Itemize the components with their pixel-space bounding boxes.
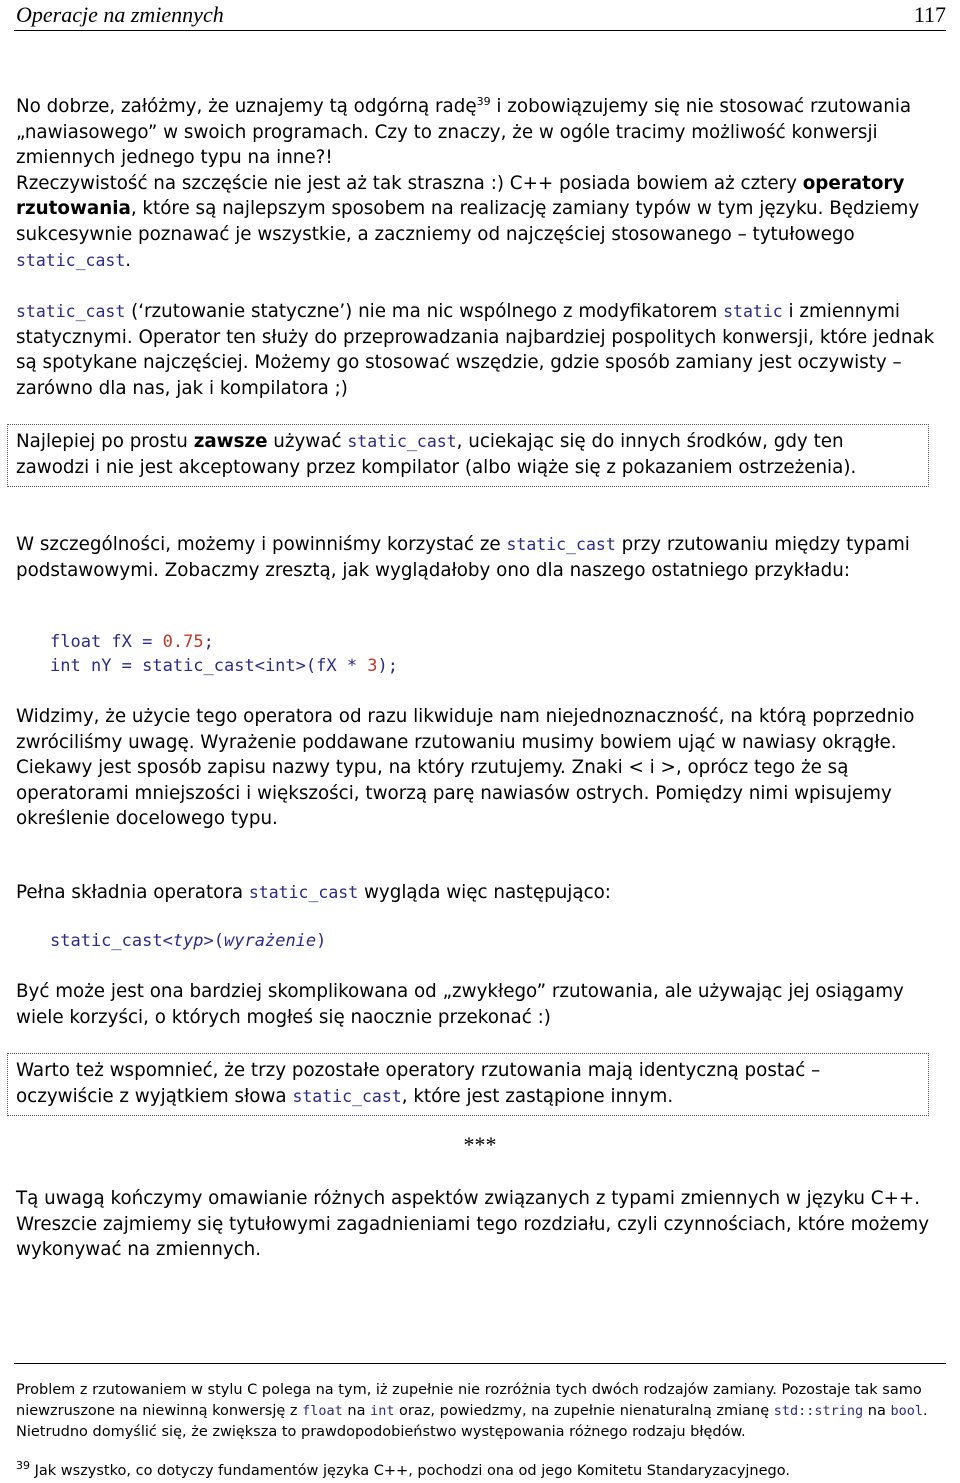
inline-code: static_cast <box>506 535 616 554</box>
footnote-39 <box>16 1461 936 1482</box>
text: Problem z rzutowaniem w stylu C polega na tym, iż zupełnie nie rozróżnia tych dwóch rodzajów zamiany. Pozostaje tak samo niewzruszone na niewinną konwersję z <box>16 1382 922 1419</box>
text: i <box>643 757 661 779</box>
paragraph-intro <box>16 94 936 273</box>
inline-code: std::string <box>773 1403 864 1419</box>
code-line: int nY = static_cast<int>(fX * 3); <box>50 656 399 676</box>
syntax-code: static_cast<typ>(wyrażenie) <box>50 931 327 951</box>
paragraph-basic-types <box>16 532 936 583</box>
footnote-number: 39 <box>16 1459 30 1473</box>
paragraph-explanation <box>16 704 936 832</box>
text: W szczególności, możemy i powinniśmy korzystać ze <box>16 534 507 555</box>
footnote-divider <box>14 1363 946 1364</box>
text: Widzimy, że użycie tego operatora od razu likwiduje nam niejednoznaczność, na którą poprzednio zwróciliśmy uwagę. Wyrażenie poddawane rzutowaniu musimy bowiem ująć w nawiasy okrągłe. <box>16 706 915 753</box>
inline-code: static_cast <box>248 883 359 902</box>
inline-code: static <box>723 302 783 321</box>
inline-code: static_cast <box>347 432 457 451</box>
text: i zmiennymi statycznymi. Operator ten służy do przeprowadzania najbardziej pospolitych konwersji, które jednak są spotykane najczęściej. Możemy go stosować wszędzie, gdzie sposób zamiany jest oczywisty – zarówno dla nas, jak i kompilatora ;) <box>16 301 935 399</box>
inline-code: int <box>370 1403 395 1419</box>
text: Być może jest ona bardziej skomplikowana od „zwykłego” rzutowania, ale używając jej osiągamy wiele korzyści, o których mogłeś się naocznie przekonać :) <box>16 981 904 1028</box>
inline-code: static_cast <box>16 302 126 321</box>
bold-term: zawsze <box>193 431 268 452</box>
text: < <box>628 757 644 779</box>
bold-term: operatory rzutowania <box>16 172 905 220</box>
tip-box <box>7 424 929 487</box>
paragraph-syntax <box>16 880 936 906</box>
text: przy rzutowaniu między typami podstawowymi. Zobaczmy zresztą, jak wyglądałoby ono dla naszego ostatniego przykładu: <box>16 534 910 581</box>
code-example <box>50 630 398 678</box>
page-header <box>14 0 946 31</box>
paragraph-static-cast <box>16 299 936 401</box>
text: i zobowiązujemy się nie stosować rzutowania „nawiasowego” w swoich programach. Czy to znaczy, że w ogóle tracimy możliwość konwersji zmiennych jednego typu na inne?! <box>16 96 912 169</box>
text: . Nietrudno domyślić się, że zwiększa to prawdopodobieństwo występowania różnego rodzaju błędów. <box>16 1403 928 1440</box>
text: Tą uwagą kończymy omawianie różnych aspektów związanych z typami zmiennych w języku C++. Wreszcie zajmiemy się tytułowymi zagadnieniami tego rozdziału, czyli czynnościach, które możemy wykonywać na zmiennych. <box>16 1188 930 1261</box>
text: No dobrze, załóżmy, że uznajemy tą odgórną radę <box>16 96 477 117</box>
text: wygląda więc następująco: <box>358 882 611 903</box>
text: . <box>125 249 132 271</box>
inline-code: static_cast <box>16 250 126 270</box>
code-line: float fX = 0.75; <box>50 632 214 652</box>
paragraph-conclusion <box>16 1186 936 1263</box>
note-box <box>7 1053 929 1116</box>
section-separator: *** <box>463 1132 497 1157</box>
text: , które jest zastąpione innym. <box>401 1085 674 1107</box>
text: Rzeczywistość na szczęście nie jest aż tak straszna :) C++ posiada bowiem aż cztery <box>16 172 803 194</box>
chapter-title: Operacje na zmiennych <box>16 2 224 27</box>
text: Pełna składnia operatora <box>16 882 249 903</box>
paragraph-benefits <box>16 979 936 1030</box>
inline-code: bool <box>890 1403 923 1419</box>
footnote-text: Jak wszystko, co dotyczy fundamentów języka C++, pochodzi ona od jego Komitetu Standaryzacyjnego. <box>30 1463 790 1479</box>
text: Warto też wspomnieć, że trzy pozostałe operatory rzutowania mają identyczną postać – oczywiście z wyjątkiem słowa <box>16 1060 821 1107</box>
text: , oprócz tego że są operatorami mniejszości i większości, tworzą parę nawiasów ostrych. Pomiędzy nimi wpisujemy określenie docelowego typu. <box>16 757 892 830</box>
footnote-continued <box>16 1380 936 1443</box>
text: oraz, powiedzmy, na zupełnie nienaturalną zmianę <box>394 1403 774 1419</box>
text: Najlepiej po prostu <box>16 431 194 452</box>
text: , które są najlepszym sposobem na realizację zamiany typów w tym języku. Będziemy sukcesywnie poznawać je wszystkie, a zaczniemy od najczęściej stosowanego – tytułowego <box>16 198 920 245</box>
page-number: 117 <box>913 2 946 27</box>
text: , uciekając się do innych środków, gdy ten zawodzi i nie jest akceptowany przez kompilator (albo wiąże się z pokazaniem ostrzeżenia). <box>16 431 857 478</box>
inline-code: static_cast <box>292 1086 402 1106</box>
footnote-ref[interactable]: 39 <box>476 94 491 108</box>
text: używać <box>267 431 348 452</box>
text: > <box>660 757 676 779</box>
text: (‘rzutowanie statyczne’) nie ma nic wspólnego z modyfikatorem <box>125 301 724 322</box>
text: Ciekawy jest sposób zapisu nazwy typu, na który rzutujemy. Znaki <box>16 757 629 779</box>
text: na <box>863 1403 891 1419</box>
text: na <box>342 1403 371 1419</box>
inline-code: float <box>302 1403 343 1419</box>
